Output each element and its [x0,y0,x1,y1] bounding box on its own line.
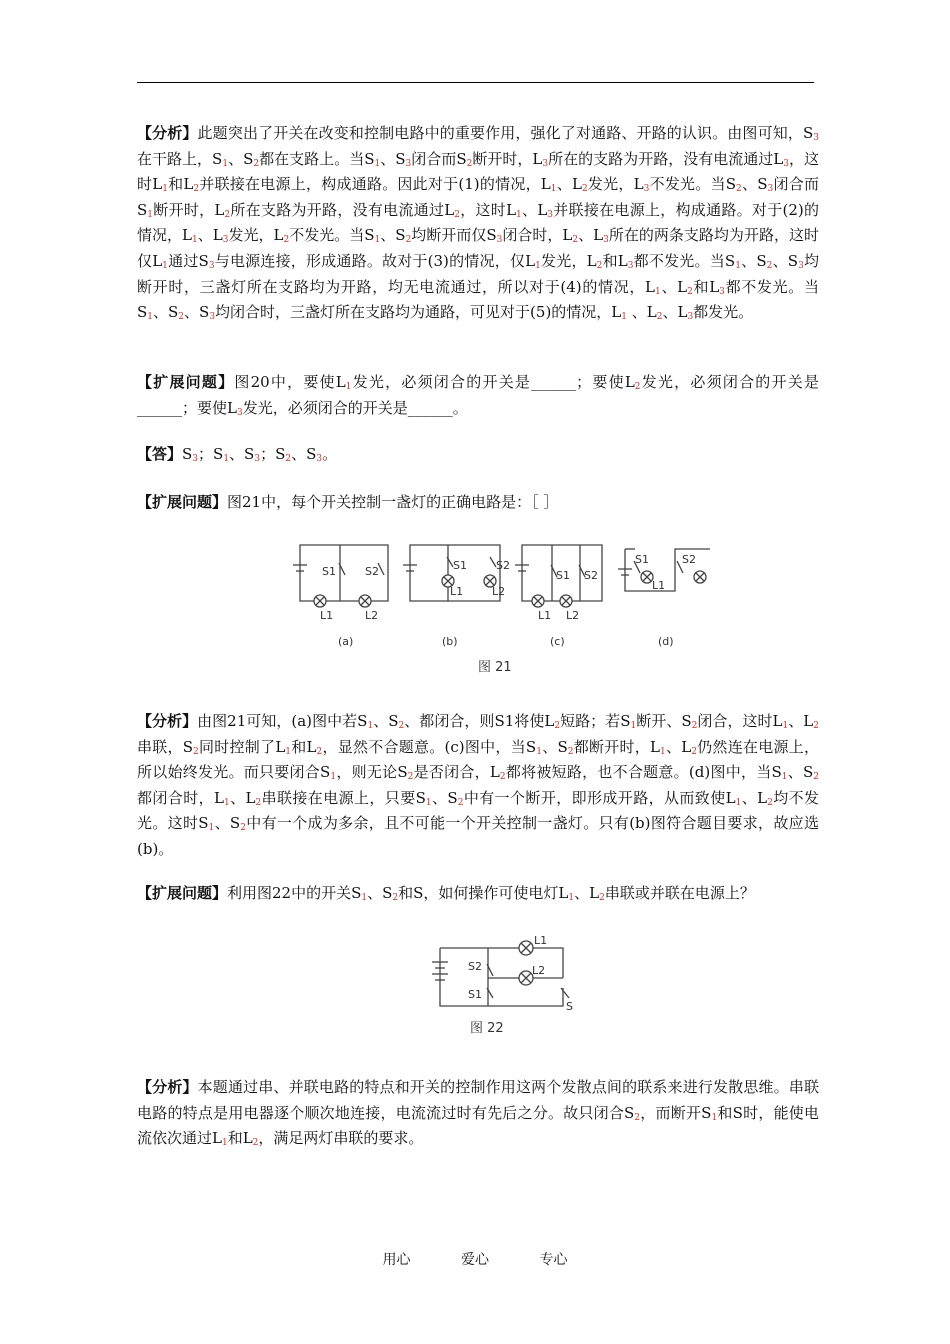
fig21-b-s1: S1 [453,559,467,572]
analysis-paragraph-1 [137,121,819,326]
fig21-c-s1: S1 [556,569,570,582]
fig21-c-l1: L1 [538,609,552,622]
footer-word-2: 爱心 [461,1252,489,1268]
analysis-paragraph-2 [137,709,819,863]
fig22-l1: L1 [534,934,548,947]
header-rule [137,82,814,83]
fig21-c-s2: S2 [584,569,598,582]
answer-paragraph [137,442,819,468]
footer-word-3: 专心 [539,1252,568,1268]
fig21-sublabel-a: (a) [338,635,354,648]
analysis-tag: 【分析】 [137,712,198,730]
extension-question-3 [137,881,819,907]
footer-word-1: 用心 [382,1252,411,1268]
extension-tag: 【扩展问题】 [137,493,228,511]
fig21-a-l2: L2 [365,609,379,622]
figure-22-circuit [428,928,588,1040]
fig21-caption: 图 21 [478,660,512,675]
answer-text: $S_3$；$S_1$、$S_3$；$S_2$、$S_3$。 [182,445,338,464]
analysis-text: 本题通过串、并联电路的特点和开关的控制作用这两个发散点间的联系来进行发散思维。串联电路的特点是用电器逐个顺次地连接，电流流过时有先后之分。故只闭合$S_2$，而断开$S_1$和S时，能使电流依次通过$L_1$和$L_2$，满足两灯串联的要求。 [137,1078,820,1149]
extension-question-1 [137,370,819,421]
fig21-b-l2: L2 [492,585,506,598]
figure-21 [290,535,730,684]
figure-21-circuits [290,535,730,680]
fig21-sublabel-c: (c) [550,635,565,648]
extension-tag: 【扩展问题】 [137,373,235,391]
fig21-sublabel-d: (d) [658,635,674,648]
answer-tag: 【答】 [137,445,183,463]
extension-text: 图20中，要使$L_1$发光，必须闭合的开关是______；要使$L_2$发光，必须闭合的开关是______；要使$L_3$发光，必须闭合的开关是______。 [137,373,819,418]
extension-text: 图21中，每个开关控制一盏灯的正确电路是：［ ］ [227,493,559,511]
fig22-s: S [566,1000,573,1013]
analysis-tag: 【分析】 [137,124,198,142]
fig21-b-s2: S2 [496,559,510,572]
page-footer [0,1249,950,1269]
fig22-l2: L2 [532,964,546,977]
fig21-b-l1: L1 [450,585,464,598]
fig22-s1: S1 [468,988,482,1001]
analysis-paragraph-3 [137,1075,819,1152]
fig21-d-s2: S2 [682,553,696,566]
fig22-caption: 图 22 [470,1021,504,1036]
fig21-c-l2: L2 [566,609,580,622]
extension-question-2 [137,490,819,516]
extension-tag: 【扩展问题】 [137,884,228,902]
fig21-sublabel-b: (b) [442,635,458,648]
figure-22 [428,928,588,1044]
analysis-text: 此题突出了开关在改变和控制电路中的重要作用，强化了对通路、开路的认识。由图可知，$S_3$在干路上，$S_1$、$S_2$都在支路上。当$S_1$、$S_3$闭合而$S_2$断开时，$L_3$所在的支路为开路，没有电流通过$L_3$，这时$L_1$和$L_2$并联接在电源上，构成通路。因此对于(1)的情况，$L_1$、$L_2$发光，$L_3$不发光。当$S_2$、$S_3$闭合而$S_1$断开时，$L_2$所在支路为开路，没有电流通过$L_2$，这时$L_1$、$L_3$并联接在电源上，构成通路。对于(2)的情况，$L_1$、$L_3$发光，$L_2$不发光。当$S_1$、$S_2$均断开而仅$S_3$闭合时，$L_2$、$L_3$所在的两条支路均为开路，这时仅$L_1$通过$S_3$与电源连接，形成通路。故对于(3)的情况，仅$L_1$发光，$L_2$和$L_3$都不发光。当$S_1$、$S_2$、$S_3$均断开时，三盏灯所在支路均为开路，均无电流通过，所以对于(4)的情况，$L_1$、$L_2$和$L_3$都不发光。当$S_1$、$S_2$、$S_3$均闭合时，三盏灯所在支路均为通路，可见对于(5)的情况，$L_1$ 、$L_2$、$L_3$都发光。 [137,124,820,323]
fig21-a-s2: S2 [365,565,379,578]
fig22-s2: S2 [468,960,482,973]
fig21-d-l1: L1 [652,579,666,592]
extension-text: 利用图22中的开关$S_1$、$S_2$和S，如何操作可使电灯$L_1$、$L_2$串联或并联在电源上？ [227,884,755,903]
fig21-a-l1: L1 [320,609,334,622]
analysis-tag: 【分析】 [137,1078,198,1096]
analysis-text: 由图21可知，(a)图中若$S_1$、$S_2$、都闭合，则S1将使$L_2$短路；若$S_1$断开、$S_2$闭合，这时$L_1$、$L_2$串联，$S_2$同时控制了$L_1$和$L_2$，显然不合题意。(c)图中，当$S_1$、$S_2$都断开时，$L_1$、$L_2$仍然连在电源上，所以始终发光。而只要闭合$S_1$，则无论$S_2$是否闭合，$L_2$都将被短路，也不合题意。(d)图中，当$S_1$、$S_2$都闭合时，$L_1$、$L_2$串联接在电源上，只要$S_1$、$S_2$中有一个断开，即形成开路，从而致使$L_1$、$L_2$均不发光。这时$S_1$、$S_2$中有一个成为多余，且不可能一个开关控制一盏灯。只有(b)图符合题目要求，故应选(b)。 [137,712,820,858]
fig21-d-s1: S1 [635,553,649,566]
fig21-a-s1: S1 [322,565,336,578]
